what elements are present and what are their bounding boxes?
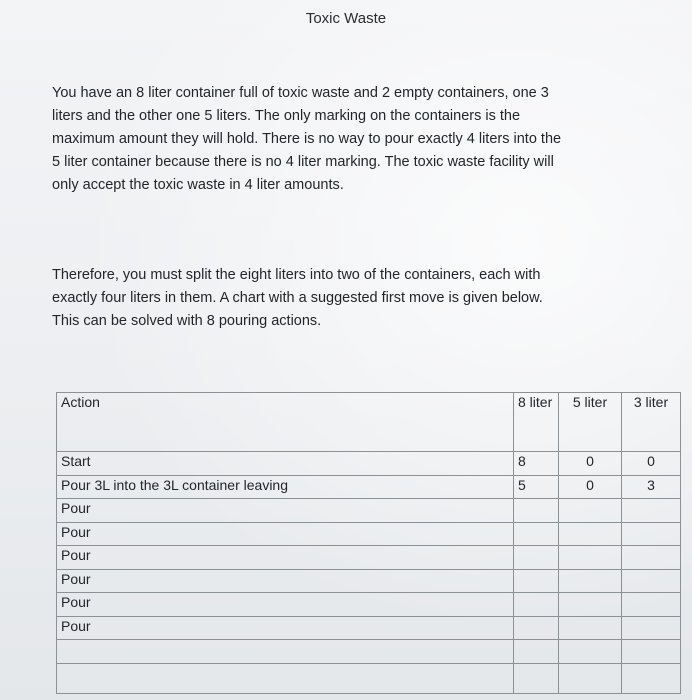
header-action: Action — [57, 393, 514, 452]
cell-3-liter[interactable] — [622, 663, 681, 693]
table-row — [57, 522, 681, 545]
cell-8-liter[interactable]: 5 — [514, 475, 559, 498]
cell-8-liter[interactable] — [514, 569, 559, 592]
table-row — [57, 593, 681, 616]
cell-8-liter[interactable] — [514, 640, 559, 663]
cell-8-liter[interactable] — [514, 546, 559, 569]
action-cell: Pour — [57, 569, 514, 592]
cell-3-liter[interactable] — [622, 616, 681, 639]
cell-3-liter[interactable] — [622, 522, 681, 545]
pouring-chart — [56, 392, 681, 694]
intro-line: liters and the other one 5 liters. The only marking on the containers is the — [52, 108, 521, 124]
instructions-paragraph — [52, 264, 652, 333]
cell-8-liter[interactable] — [514, 616, 559, 639]
instructions-line: exactly four liters in them. A chart with a suggested first move is given below. — [52, 290, 543, 306]
action-cell: Pour 3L into the 3L container leaving — [57, 475, 514, 498]
table-row — [57, 499, 681, 522]
instructions-line: Therefore, you must split the eight liters into two of the containers, each with — [52, 267, 541, 283]
intro-paragraph — [52, 82, 652, 197]
table-row — [57, 616, 681, 639]
table-row — [57, 640, 681, 663]
cell-8-liter[interactable] — [514, 499, 559, 522]
action-cell — [57, 663, 514, 693]
action-cell: Pour — [57, 522, 514, 545]
table-row — [57, 475, 681, 498]
header-3-liter: 3 liter — [622, 393, 681, 452]
cell-3-liter[interactable] — [622, 546, 681, 569]
header-8-liter: 8 liter — [514, 393, 559, 452]
header-5-liter: 5 liter — [559, 393, 622, 452]
intro-line: You have an 8 liter container full of toxic waste and 2 empty containers, one 3 — [52, 85, 549, 101]
action-cell: Pour — [57, 499, 514, 522]
cell-8-liter[interactable] — [514, 522, 559, 545]
table-row — [57, 569, 681, 592]
table-row — [57, 546, 681, 569]
cell-3-liter[interactable] — [622, 569, 681, 592]
cell-5-liter[interactable] — [559, 569, 622, 592]
cell-5-liter[interactable]: 0 — [559, 452, 622, 475]
cell-5-liter[interactable] — [559, 616, 622, 639]
table-row — [57, 452, 681, 475]
cell-3-liter[interactable]: 0 — [622, 452, 681, 475]
cell-8-liter[interactable]: 8 — [514, 452, 559, 475]
cell-3-liter[interactable] — [622, 593, 681, 616]
cell-8-liter[interactable] — [514, 593, 559, 616]
cell-3-liter[interactable] — [622, 640, 681, 663]
cell-5-liter[interactable]: 0 — [559, 475, 622, 498]
page-title: Toxic Waste — [305, 10, 387, 27]
cell-5-liter[interactable] — [559, 522, 622, 545]
cell-5-liter[interactable] — [559, 640, 622, 663]
cell-5-liter[interactable] — [559, 663, 622, 693]
action-cell — [57, 640, 514, 663]
cell-5-liter[interactable] — [559, 546, 622, 569]
cell-3-liter[interactable] — [622, 499, 681, 522]
table-header-row — [57, 393, 681, 452]
action-cell: Pour — [57, 546, 514, 569]
intro-line: maximum amount they will hold. There is no way to pour exactly 4 liters into the — [52, 131, 562, 147]
cell-5-liter[interactable] — [559, 499, 622, 522]
action-cell: Start — [57, 452, 514, 475]
intro-line: 5 liter container because there is no 4 liter marking. The toxic waste facility will — [52, 154, 554, 170]
action-cell: Pour — [57, 616, 514, 639]
instructions-line: This can be solved with 8 pouring actions. — [52, 313, 322, 329]
action-cell: Pour — [57, 593, 514, 616]
intro-line: only accept the toxic waste in 4 liter amounts. — [52, 177, 344, 193]
cell-8-liter[interactable] — [514, 663, 559, 693]
table-row — [57, 663, 681, 693]
cell-3-liter[interactable]: 3 — [622, 475, 681, 498]
cell-5-liter[interactable] — [559, 593, 622, 616]
